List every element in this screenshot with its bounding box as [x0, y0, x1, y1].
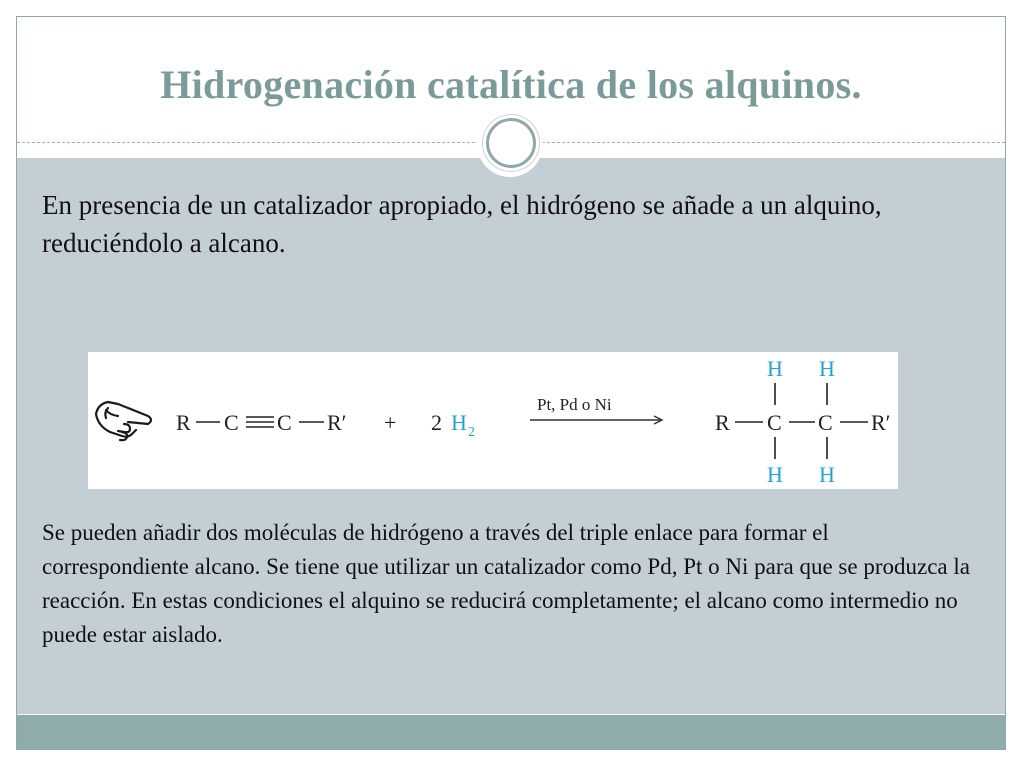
reaction-arrow [530, 416, 662, 424]
reactant-triple-bond [246, 417, 274, 427]
pointing-hand-icon [96, 402, 151, 440]
h2-subscript: 2 [468, 425, 475, 440]
reactant-c2: C [277, 410, 292, 435]
product-r: R [715, 410, 730, 435]
product-h-bottom-1: H [767, 462, 783, 487]
product-r-prime: R′ [871, 410, 891, 435]
h2-coefficient: 2 [431, 410, 442, 435]
slide-title: Hidrogenación catalítica de los alquinos. [160, 62, 862, 107]
divider-ring-icon [486, 118, 536, 168]
product-h-bottom-2: H [819, 462, 835, 487]
reactant-r-prime: R′ [327, 410, 347, 435]
reaction-diagram [88, 352, 898, 489]
footer-bar [17, 715, 1005, 749]
product-h-top-1: H [767, 356, 783, 381]
reactant-c1: C [224, 410, 239, 435]
intro-paragraph: En presencia de un catalizador apropiado, el hidrógeno se añade a un alquino, reduciéndolo a alcano. [42, 190, 882, 258]
reactant-r: R [176, 410, 191, 435]
reaction-equation [88, 352, 898, 489]
catalyst-condition: Pt, Pd o Ni [537, 395, 612, 414]
plus-sign: + [384, 410, 397, 435]
product-h-top-2: H [819, 356, 835, 381]
h2-symbol: H [451, 410, 467, 435]
product-c2: C [818, 410, 833, 435]
product-c1: C [767, 410, 782, 435]
explanation-paragraph: Se pueden añadir dos moléculas de hidrógeno a través del triple enlace para formar el correspondiente alcano. Se tiene que utilizar un catalizador como Pd, Pt o Ni para que se produzca la reacción. En estas condiciones el alquino se reducirá completamente; el alcano como intermedio no puede estar aislado. [42, 520, 970, 647]
